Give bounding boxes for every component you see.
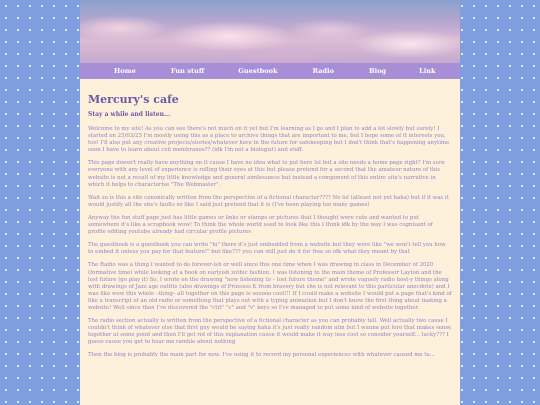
header-banner-image	[80, 0, 460, 63]
fun-stuff-paragraph: Anyway the fun stuff page just has little games or links or stamps or pictures that I thought were cute and wanted to put somewhere it's like a scrapbook wow! To think the whole world used to look like this I think idk by the way I was cognisant of profile editing youtube already had circular profile pictures	[88, 214, 433, 236]
fictional-character-paragraph: Wait so is this a site canonically written from the perspective of a fictional character???? No lol (atleast not yet haha) but if it was it would justify all the site's faults so like I said just pretend that it is (I've been playing too many games)	[88, 194, 449, 208]
page-subtitle: Stay a while and listen...	[88, 111, 171, 118]
intro-paragraph: Welcome to my site! As you can see there's not much on it yet but I'm learning as I go and I plan to add a lot slowly but surely! I started on 25/03/25 I'm mostly using this as a place to archive things that are important to me, but I hope some of it interests you, too! I'll also put any creative projects/stories/whatever here in the future for safekeeping but I don't think that's happening anytime soon I have to learn about cell membranes?? (idk I'm not a biologist) and stuff.	[88, 126, 450, 154]
home-page-paragraph: This page doesn't really have anything on it cause I have no idea what to put here lol but a site needs a home page right? I'm sure everyone with any level of experience is rolling their eyes at this but please pretend for a second that the amateur nature of this website is not a result of my little knowledge and general aimlessness but instead a component of this entire site's narrative in which it helps to characterise "The Webmaster".	[88, 160, 445, 188]
nav-bar	[80, 63, 460, 79]
main-content	[80, 79, 460, 405]
nav-link-blog[interactable]: Blog	[369, 67, 387, 75]
nav-link-fun-stuff[interactable]: Fun stuff	[170, 67, 205, 75]
nav-link-guestbook[interactable]: Guestbook	[238, 67, 278, 75]
nav-link-radio[interactable]: Radio	[312, 67, 335, 75]
nav-link-home[interactable]: Home	[114, 67, 136, 75]
radio-section-paragraph: The radio section actually is written from the perspective of a fictional character as you can probably tell. Well actually two cause I couldn't think of whatever else that first guy would be saying haha it's just really random atm but I wanna put lore that makes sense together at some point and then I'll get rid of this explanation cause it would make it way less cool so consider yourself... lucky??? I guess cause you get to hear me ramble about nothing	[88, 318, 452, 346]
blog-paragraph: Then the blog is probably the main part for now. I've using it to record my personal experiences with whatever caused me to...	[88, 352, 435, 359]
guestbook-paragraph: The guestbook is a guestbook you can write "hi" there it's just embedded from a website but they were like "we won't tell you how to embed it unless you pay for that feature!" but like??? you can still just do it for free so idk what they meant by that	[88, 242, 446, 256]
page-title: Mercury's cafe	[88, 93, 179, 106]
radio-paragraph: The Radio was a thing I wanted to do forever-ish or well since this one time when I was drawing in class in December of 2020 (formative time) while looking at a book on earlyish zothic fashion. I was listening to the main theme of Professor Layton and the lost future (go play it) So, I wrote on the drawing "now listening to – lost future theme" and wrote vaguely radio host-y things along with drawings of Jazz age outfits (also drawings of Princess K from bravery but she is not relevant to this particular anecdote) and I was like wow this whole –thing– all together on this page is sooooo cool!!! If I could make a website I would put a page that's kind of like a transcript of an old radio or something that plays out with a typing animation but I don't know the first thing about making a website! Well since then I've discovered the "ctrl" "c" and "v" keys so I've managed to put some kind of website together.	[88, 262, 452, 311]
nav-link-link[interactable]: Link	[419, 67, 436, 75]
page-column	[80, 0, 460, 405]
